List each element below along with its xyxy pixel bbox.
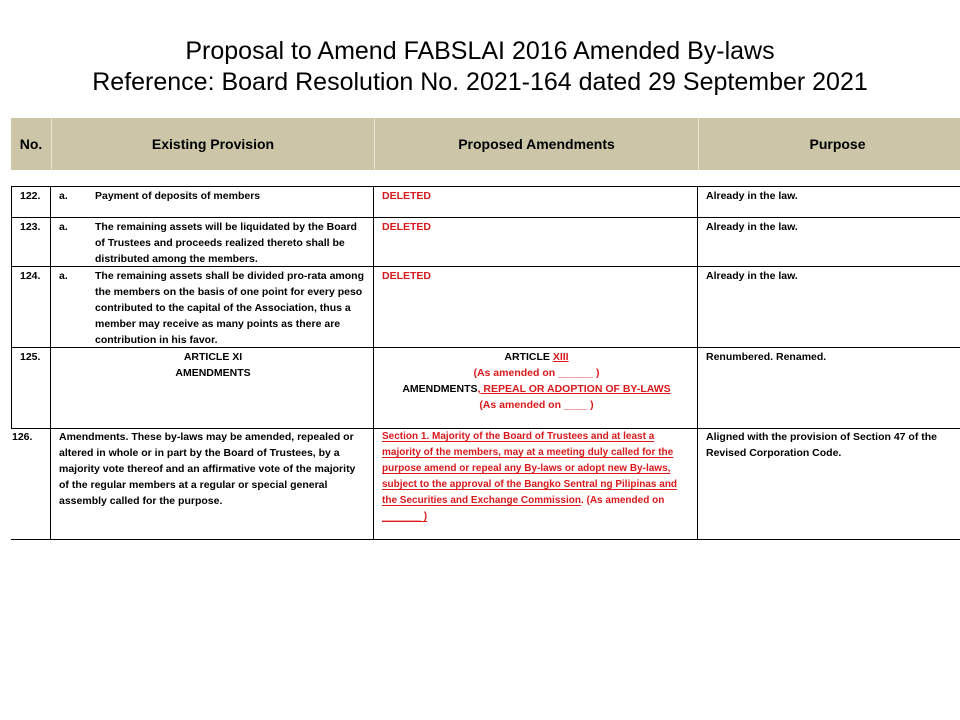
header-purpose: Purpose xyxy=(698,118,960,170)
proposed-amendment: DELETED xyxy=(374,218,698,266)
purpose: Aligned with the provision of Section 47 of the Revised Corporation Code. xyxy=(706,431,938,459)
row-number: 122. xyxy=(11,187,51,217)
as-amended-note: (As amended on ____ ) xyxy=(479,399,594,411)
existing-text: The remaining assets shall be divided pro-rata among the members on the basis of one point for every peso contributed to the capital of the Association, thus a member may receive as many points as there are contribution in his favor. xyxy=(95,270,364,346)
sub-label: a. xyxy=(59,270,68,282)
header-proposed: Proposed Amendments xyxy=(374,118,698,170)
title-line-2: Reference: Board Resolution No. 2021-164 dated 29 September 2021 xyxy=(92,68,868,96)
title-line-1: Proposal to Amend FABSLAI 2016 Amended By-laws xyxy=(185,37,775,65)
article-prefix: ARTICLE xyxy=(504,351,553,363)
purpose: Renumbered. Renamed. xyxy=(706,351,827,363)
table-row xyxy=(11,428,960,540)
proposed-article-title xyxy=(382,381,691,397)
proposed-amendment: DELETED xyxy=(374,267,698,347)
title-suffix: , REPEAL OR ADOPTION OF BY-LAWS xyxy=(477,383,671,395)
page-title xyxy=(0,36,960,98)
existing-provision xyxy=(51,187,374,217)
table-row xyxy=(11,186,960,218)
header-no: No. xyxy=(19,136,43,152)
sub-label: a. xyxy=(59,190,68,202)
row-number: 123. xyxy=(11,218,51,266)
existing-text: The remaining assets will be liquidated by the Board of Trustees and proceeds realized thereto shall be distributed among the members. xyxy=(95,221,357,265)
article-number: XIII xyxy=(552,351,569,363)
table-header xyxy=(11,118,960,170)
row-number: 126. xyxy=(11,428,51,539)
row-number: 125. xyxy=(11,348,51,428)
table-row xyxy=(11,217,960,267)
proposed-amendment xyxy=(374,348,698,428)
existing-provision: Amendments. These by-laws may be amended, repealed or altered in whole or in part by the Board of Trustees, by a majority vote thereof and an affirmative vote of the majority of the regular members at a regular or special general assembly called for the purpose. xyxy=(51,428,374,539)
proposed-section-text: Section 1. Majority of the Board of Trustees and at least a majority of the members, may at a meeting duly called for the purpose amend or repeal any By-laws or adopt new By-laws, subject to the approval of the Bangko Sentral ng Pilipinas and the Securities and Exchange Commission xyxy=(382,431,678,506)
header-existing: Existing Provision xyxy=(51,118,374,170)
purpose: Already in the law. xyxy=(706,190,798,202)
existing-article-heading: ARTICLE XI xyxy=(183,351,243,363)
existing-provision xyxy=(51,267,374,347)
existing-provision xyxy=(51,218,374,266)
as-amended-note: (As amended on ______ ) xyxy=(473,367,600,379)
title-prefix: AMENDMENTS xyxy=(402,383,478,395)
sub-label: a. xyxy=(59,221,68,233)
existing-article-title: AMENDMENTS xyxy=(175,367,251,379)
proposed-amendment: DELETED xyxy=(374,187,698,217)
proposed-tail: . (As amended on xyxy=(580,495,665,506)
table-row xyxy=(11,266,960,348)
existing-provision xyxy=(51,348,374,428)
proposed-amendment xyxy=(374,428,698,539)
table-row xyxy=(11,347,960,429)
proposed-blank: _______ ) xyxy=(382,511,428,522)
row-number: 124. xyxy=(11,267,51,347)
proposed-article-heading xyxy=(382,349,691,365)
existing-text: Payment of deposits of members xyxy=(95,190,261,202)
purpose: Already in the law. xyxy=(706,221,798,233)
purpose: Already in the law. xyxy=(706,270,798,282)
